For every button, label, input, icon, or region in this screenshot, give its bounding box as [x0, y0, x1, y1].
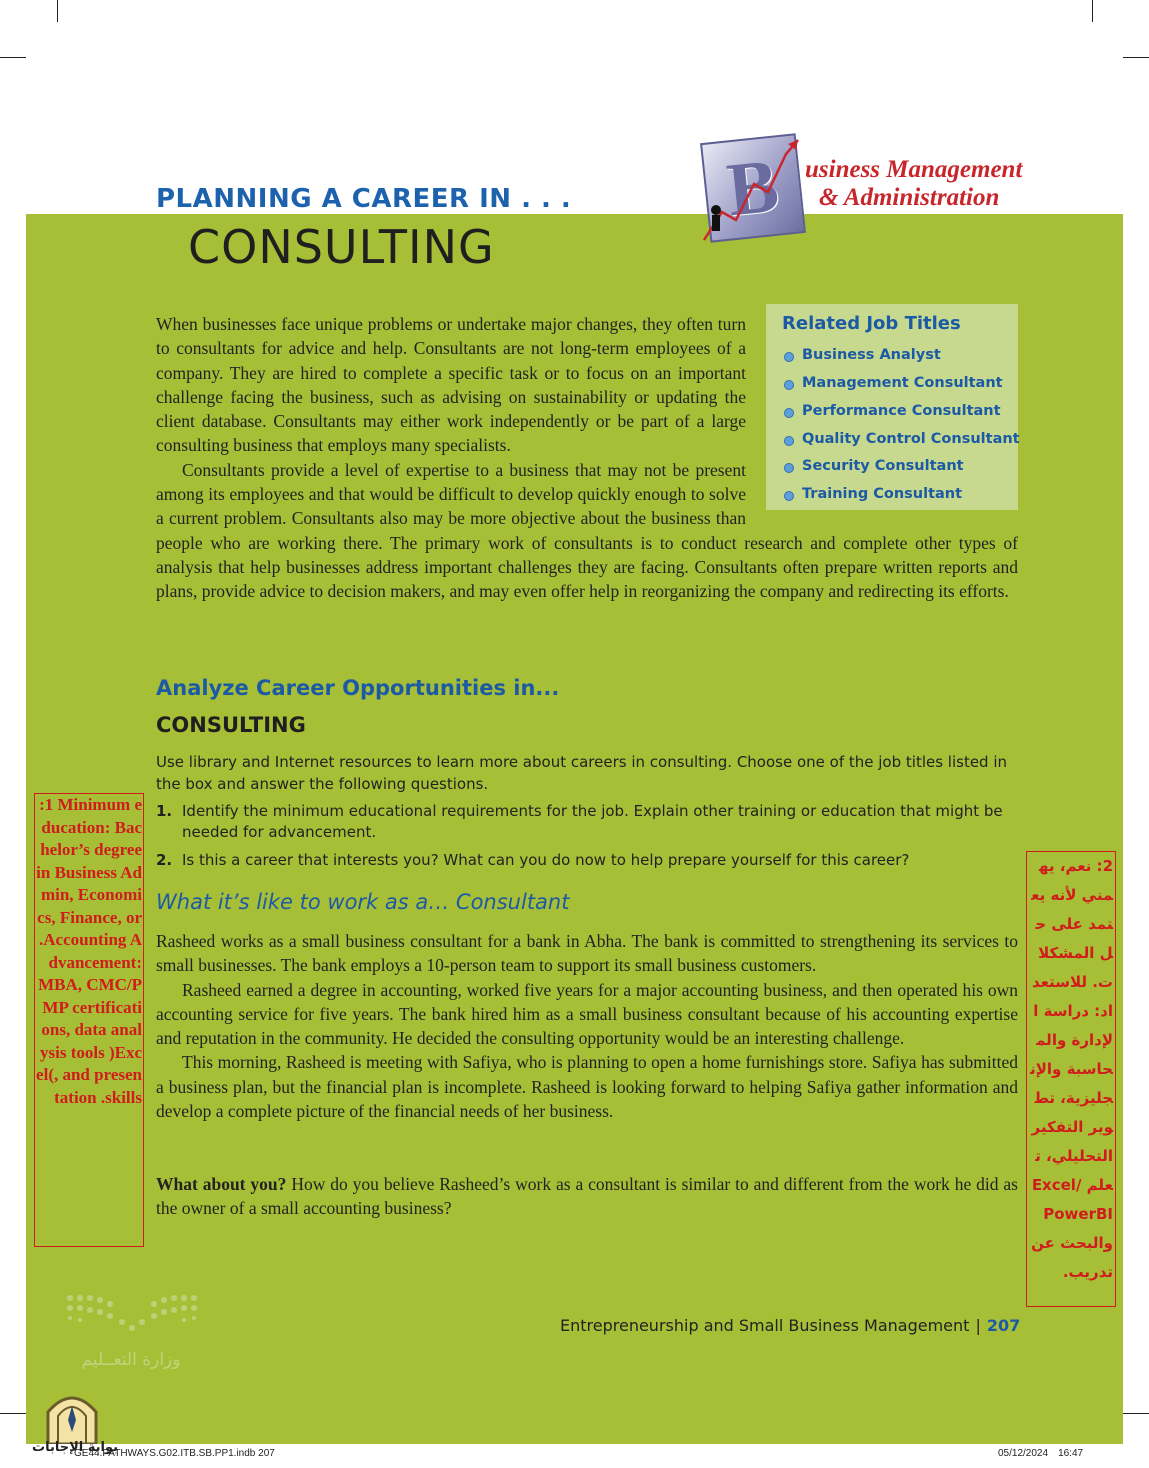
question-text: Is this a career that interests you? What can you do now to help prepare yourself for this career? — [182, 851, 910, 869]
mosque-arch-icon — [42, 1388, 102, 1444]
logo-b-block: B — [700, 133, 806, 242]
job-title-item: Quality Control Consultant — [782, 426, 1008, 454]
logo-line-2: & Administration — [819, 184, 1000, 211]
intro-text — [156, 312, 1018, 604]
crop-mark — [1123, 1413, 1149, 1414]
handwritten-answer-1: :1 Minimum education: Bachelor’s degree in Business Admin, Economics, Finance, or .Accounting Advancement: MBA, CMC/PMP certifications, data analysis tools )Excel(, and presentation .skills — [34, 793, 144, 1247]
page-number: 207 — [986, 1316, 1021, 1335]
job-title-item: Training Consultant — [782, 481, 1008, 509]
job-title-item: Security Consultant — [782, 453, 1008, 481]
question-number: 1. — [156, 802, 173, 820]
related-job-titles-heading: Related Job Titles — [782, 313, 961, 334]
ministry-name: وزارة التعــليم — [81, 1350, 181, 1370]
bullet-icon — [784, 491, 794, 501]
what-about-you-label: What about you? — [156, 1174, 287, 1194]
ministry-of-education-logo — [62, 1290, 212, 1390]
related-job-titles-box — [766, 304, 1018, 510]
story-paragraph-2: Rasheed earned a degree in accounting, worked five years for a major accounting business, and then operated his own accounting service for five years. The bank hired him as a small business consultant because of his accounting expertise and reputation in the community. He decided the consulting opportunity would be an interesting challenge. — [156, 979, 1018, 1049]
job-title-item: Performance Consultant — [782, 398, 1008, 426]
handwritten-answer-2: 2: نعم، يهمني لأنه يعتمد على حل المشكلات. للاستعداد: دراسة الإدارة والمحاسبة والإنجليزية، تطوير التفكير التحليلي، تعلم Excel/PowerBI والبحث عن تدريب. — [1026, 851, 1116, 1307]
story-paragraph-3: This morning, Rasheed is meeting with Safiya, who is planning to open a home furnishings store. Safiya has submitted a business plan, but the financial plan is incomplete. Rasheed is looking forward to helping Safiya gather information and develop a complete picture of the financial needs of her business. — [156, 1052, 1018, 1122]
print-slug-file: GE44.PATHWAYS.G02.ITB.SB.PP1.indb 207 — [74, 1448, 275, 1459]
intro-paragraph-1: When businesses face unique problems or undertake major changes, they often turn to consultants for advice and help. Consultants are not long-term employees of a company. They are hired to complete a specific task or to focus on an important challenge facing the business, such as advising on sustainability or updating the client database. Consultants may either work independently or be part of a large consulting business that employs many specialists. — [156, 314, 746, 456]
footer-separator: | — [975, 1316, 981, 1335]
what-its-like-heading: What it’s like to work as a… Consultant — [156, 890, 570, 914]
what-about-you-text: How do you believe Rasheed’s work as a consultant is similar to and different from the work he did as the owner of a small accounting business? — [156, 1174, 1018, 1219]
question-number: 2. — [156, 851, 173, 869]
crop-mark — [1123, 57, 1149, 58]
slug-date: 05/12/2024 — [998, 1448, 1049, 1459]
watermark-text: بوابة الإجابات — [32, 1440, 118, 1455]
page-footer — [560, 1316, 1021, 1335]
bullet-icon — [784, 380, 794, 390]
print-slug-date — [998, 1448, 1083, 1459]
bullet-icon — [784, 463, 794, 473]
bullet-icon — [784, 408, 794, 418]
crop-mark — [0, 57, 26, 58]
intro-paragraph-2: Consultants provide a level of expertise to a business that may not be present among its employees and that would be difficult to develop quickly enough to solve a current problem. Consultants also may be more objective about the business than people who are working there. The primary work of consultants is to conduct research and complete other types of analysis that help businesses address important challenges they are facing. Consultants often prepare written reports and plans, provide advice to decision makers, and may even offer help in reorganizing the company and redirecting its efforts. — [156, 459, 1018, 602]
logo-line-1: usiness Management — [805, 156, 1023, 183]
what-about-you — [156, 1172, 1018, 1221]
question-1 — [156, 801, 1018, 843]
analyze-subheading: CONSULTING — [156, 713, 306, 737]
growth-arrow-icon — [702, 132, 812, 242]
bullet-icon — [784, 352, 794, 362]
crop-mark — [0, 1413, 26, 1414]
business-management-logo — [690, 128, 1023, 248]
analyze-heading: Analyze Career Opportunities in... — [156, 676, 560, 700]
book-title: Entrepreneurship and Small Business Management — [560, 1316, 970, 1335]
logo-wordmark — [805, 156, 1022, 212]
question-2 — [156, 850, 1018, 871]
crop-mark — [57, 0, 58, 22]
consultant-story — [156, 929, 1018, 1123]
job-title-item: Business Analyst — [782, 342, 1008, 370]
crop-mark — [1092, 0, 1093, 22]
ministry-dots-icon — [62, 1290, 202, 1345]
bullet-icon — [784, 436, 794, 446]
job-title-item: Management Consultant — [782, 370, 1008, 398]
related-job-titles-list — [782, 342, 1020, 509]
analyze-instructions: Use library and Internet resources to learn more about careers in consulting. Choose one of the job titles listed in the box and answer the following questions. — [156, 753, 1008, 793]
story-paragraph-1: Rasheed works as a small business consultant for a bank in Abha. The bank is committed to strengthening its services to small businesses. The bank employs a 10-person team to support its small business customers. — [156, 931, 1018, 976]
section-kicker: PLANNING A CAREER IN . . . — [156, 184, 572, 214]
slug-time: 16:47 — [1058, 1448, 1084, 1459]
question-text: Identify the minimum educational requirements for the job. Explain other training or education that might be needed for advancement. — [182, 802, 1003, 841]
page-title: CONSULTING — [188, 220, 495, 274]
